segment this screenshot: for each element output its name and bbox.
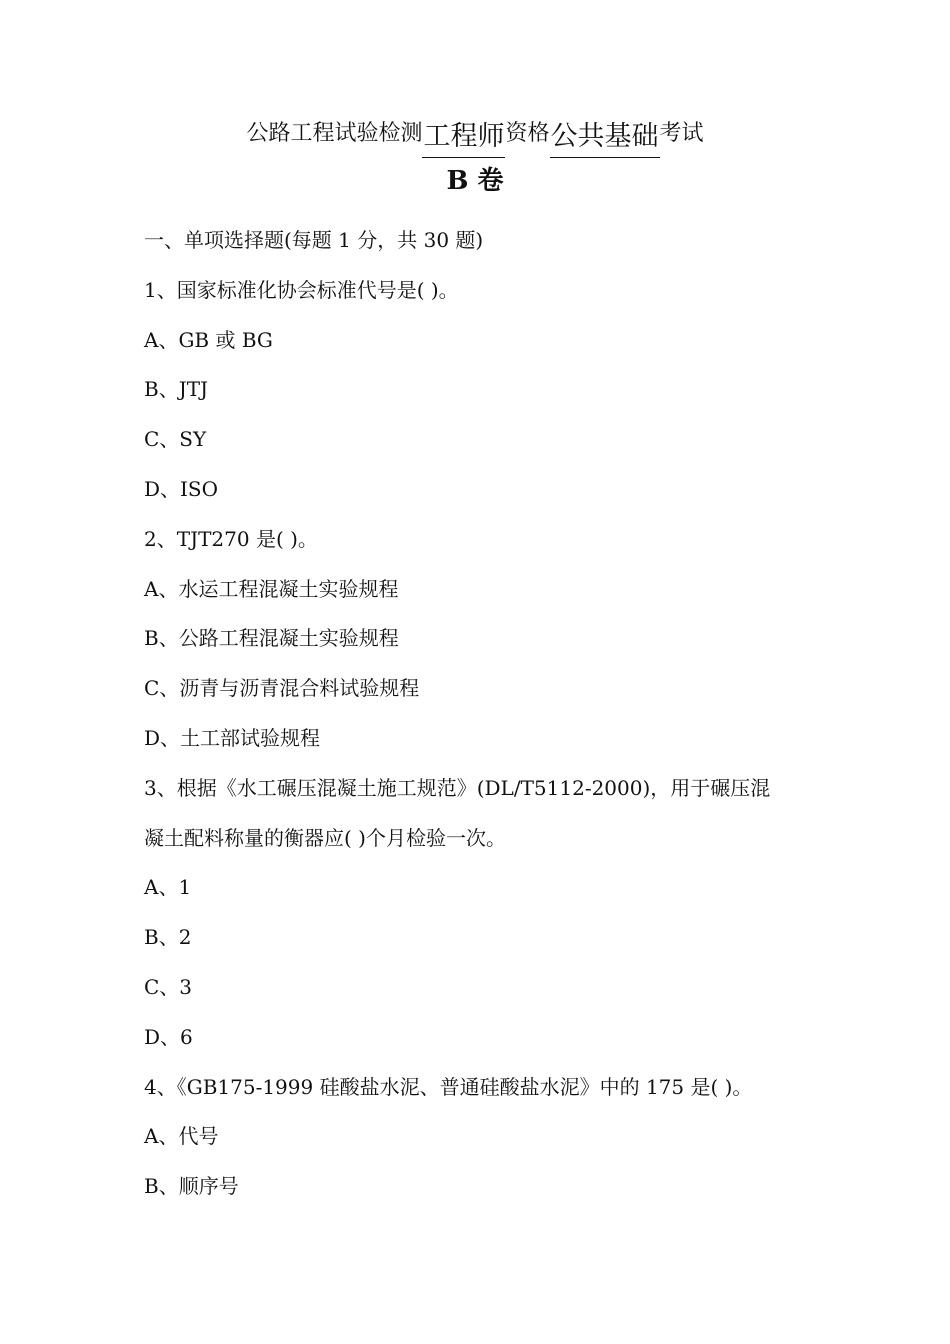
option-line: B、顺序号 <box>144 1174 239 1199</box>
document-title <box>0 110 950 158</box>
option-line: A、水运工程混凝土实验规程 <box>144 576 399 601</box>
option-line: B、JTJ <box>144 377 209 402</box>
title-part-2-underlined: 工程师 <box>422 117 505 158</box>
option-line: D、土工部试验规程 <box>144 725 321 750</box>
option-line: B、公路工程混凝土实验规程 <box>144 626 399 651</box>
title-part-5: 考试 <box>659 121 704 146</box>
question-1: 1、国家标准化协会标准代号是( )。 <box>144 277 459 302</box>
option-line: C、3 <box>144 974 193 999</box>
option-line: C、沥青与沥青混合料试验规程 <box>144 676 420 701</box>
question-4: 4、《GB175-1999 硅酸盐水泥、普通硅酸盐水泥》中的 175 是( )。 <box>144 1074 753 1099</box>
option-line: C、SY <box>144 427 207 452</box>
document-subtitle: B 卷 <box>446 166 504 196</box>
question-2: 2、TJT270 是( )。 <box>144 526 318 551</box>
question-list <box>144 216 824 1212</box>
option-line: B、2 <box>144 925 192 950</box>
title-part-3: 资格 <box>505 121 550 146</box>
question-3: 3、根据《水工碾压混凝土施工规范》(DL/T5112-2000)，用于碾压混 <box>144 775 771 800</box>
title-part-1: 公路工程试验检测 <box>246 121 423 146</box>
option-line: D、ISO <box>144 476 219 501</box>
section-heading: 一、单项选择题(每题 1 分，共 30 题) <box>144 228 484 252</box>
option-line: A、1 <box>144 875 192 900</box>
option-line: D、6 <box>144 1024 193 1049</box>
title-part-4-underlined: 公共基础 <box>550 117 660 158</box>
option-line: A、GB 或 BG <box>144 327 273 352</box>
question-3-continued: 凝土配料称量的衡器应( )个月检验一次。 <box>144 825 506 850</box>
option-line: A、代号 <box>144 1124 219 1149</box>
